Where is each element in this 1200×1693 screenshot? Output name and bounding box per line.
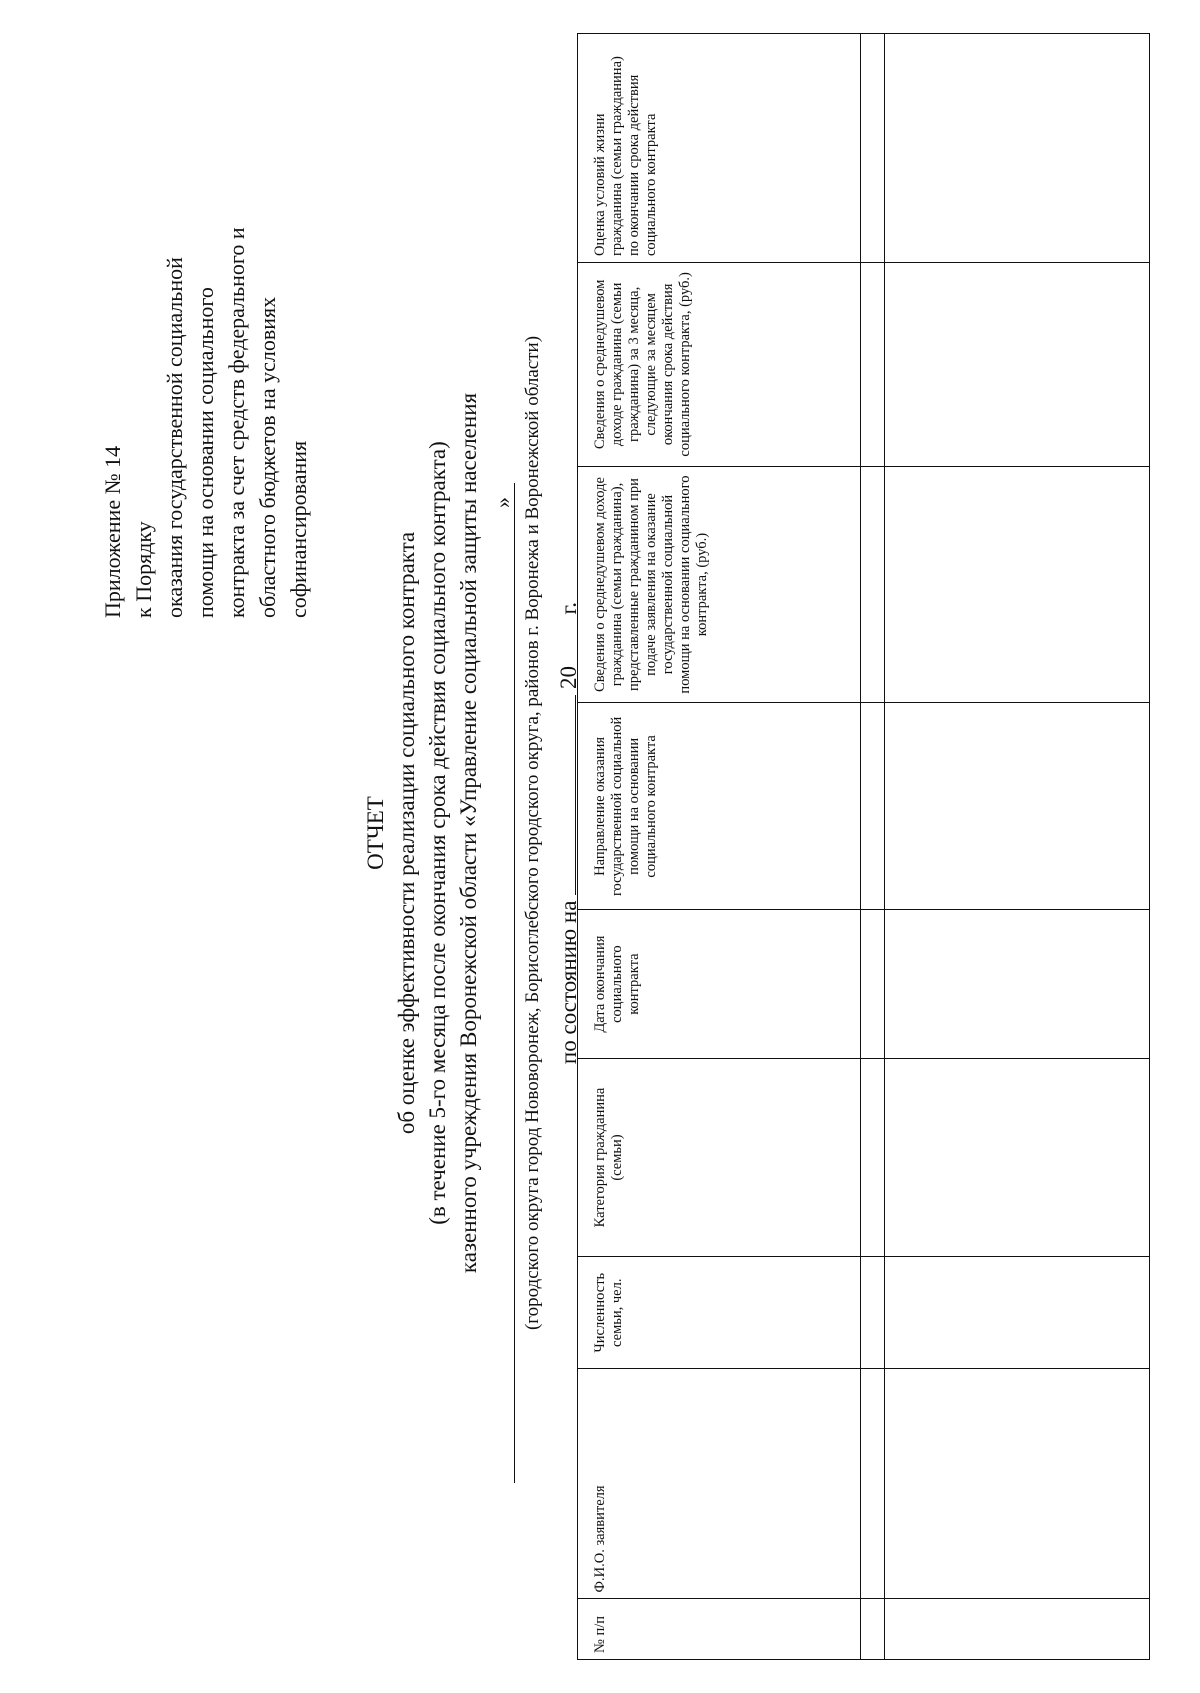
table-cell bbox=[861, 263, 885, 467]
table-cell bbox=[885, 1257, 1150, 1369]
appendix-line: Приложение № 14 bbox=[100, 445, 125, 618]
table-cell bbox=[885, 1369, 1150, 1599]
appendix-line: областного бюджетов на условиях bbox=[255, 296, 280, 618]
institution-note: (городского округа город Нововоронеж, Борисоглебского городского округа, районов г. Воронежа и Воронежской области) bbox=[522, 335, 543, 1331]
report-subtitle-line: об оценке эффективности реализации социального контракта bbox=[394, 531, 419, 1135]
closing-quote: » bbox=[490, 497, 515, 508]
table-cell bbox=[861, 1599, 885, 1660]
table-row bbox=[861, 34, 885, 1660]
col-assistance-direction-header: Направление оказания государственной социальной помощи на основании социального контракта bbox=[578, 703, 861, 910]
table-cell bbox=[861, 466, 885, 703]
table-cell bbox=[861, 1058, 885, 1256]
report-subtitle-line: казенного учреждения Воронежской области «Управление социальной защиты населения bbox=[456, 392, 481, 1274]
table-cell bbox=[885, 34, 1150, 263]
date-day-month-field bbox=[551, 695, 576, 895]
col-applicant-name-header: Ф.И.О. заявителя bbox=[578, 1369, 861, 1599]
table-cell bbox=[861, 1257, 885, 1369]
table-cell bbox=[861, 34, 885, 263]
appendix-line: помощи на основании социального bbox=[193, 287, 218, 618]
table-cell bbox=[885, 910, 1150, 1059]
table-cell bbox=[861, 703, 885, 910]
table-cell bbox=[861, 1369, 885, 1599]
table-cell bbox=[885, 1599, 1150, 1660]
appendix-line: контракта за счет средств федерального и bbox=[224, 227, 249, 618]
appendix-line: к Порядку bbox=[131, 521, 156, 618]
col-income-at-application-header: Сведения о среднедушевом доходе гражданина (семьи гражданина), представленные гражданином при подаче заявления на оказание государственной социальной помощи на основании социального контракта, (руб.) bbox=[578, 466, 861, 703]
col-category-header: Категория гражданина (семьи) bbox=[578, 1058, 861, 1256]
col-family-size-header: Численность семьи, чел. bbox=[578, 1257, 861, 1369]
table-cell bbox=[861, 910, 885, 1059]
appendix-line: софинансирования bbox=[286, 440, 311, 618]
table-cell bbox=[885, 1058, 1150, 1256]
report-title-block bbox=[360, 103, 484, 1563]
table-cell bbox=[885, 263, 1150, 467]
date-suffix: г. bbox=[556, 601, 581, 615]
report-table bbox=[577, 33, 1150, 1660]
date-year-prefix: 20 bbox=[556, 666, 581, 690]
table-cell bbox=[885, 703, 1150, 910]
col-contract-end-date-header: Дата окончания социального контракта bbox=[578, 910, 861, 1059]
date-prefix: по состоянию на bbox=[556, 900, 581, 1065]
report-subtitle-line: (в течение 5-го месяца после окончания срока действия социального контракта) bbox=[425, 441, 450, 1225]
col-income-after-contract-header: Сведения о среднедушевом доходе гражданина (семьи гражданина) за 3 месяца, следующие за месяцем окончания срока действия социального контракта, (руб.) bbox=[578, 263, 861, 467]
col-number-header: № п/п bbox=[578, 1599, 861, 1660]
table-header-row bbox=[578, 34, 861, 1660]
report-title: ОТЧЕТ bbox=[363, 796, 388, 870]
table-row bbox=[885, 34, 1150, 1660]
appendix-line: оказания государственной социальной bbox=[162, 257, 187, 618]
table-cell bbox=[885, 466, 1150, 703]
institution-name-field bbox=[514, 483, 515, 1483]
col-living-conditions-header: Оценка условий жизни гражданина (семьи гражданина) по окончании срока действия социального контракта bbox=[578, 34, 861, 263]
appendix-header bbox=[97, 18, 314, 618]
